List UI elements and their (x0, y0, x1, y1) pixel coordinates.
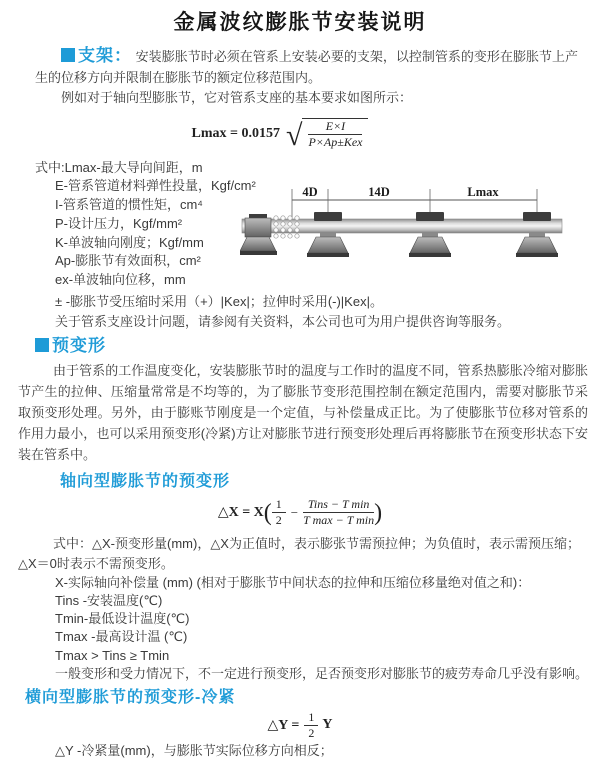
axial-item: Tmin-最低设计温度(℃) (55, 611, 190, 627)
lateral-numerator: 1 (304, 711, 318, 726)
support-section-heading: 支架： (78, 46, 133, 65)
definitions-block (35, 159, 600, 292)
temperature-fraction-denominator: T max − T min (303, 513, 375, 527)
lmax-fraction (308, 120, 362, 149)
axial-subheading: 轴向型膨胀节的预变形 (60, 472, 231, 490)
axial-item: Tins -安装温度(℃) (55, 592, 163, 608)
half-numerator: 1 (272, 498, 286, 513)
axial-item: X-实际轴向补偿量 (mm) (相对于膨胀节中间状态的拉伸和压缩位移量绝对值之和)： (55, 574, 531, 590)
definition-item: K-单波轴向刚度；Kgf/mm (55, 234, 204, 250)
axial-formula-lhs: △X = X (217, 505, 264, 520)
definition-item: I-管系管道的惯性矩，cm⁴ (55, 197, 203, 213)
temperature-fraction (303, 498, 374, 527)
dim-label-14d: 14D (368, 184, 390, 199)
lateral-formula-rhs: Y (322, 717, 333, 733)
lateral-formula (0, 710, 600, 740)
open-paren: ( (263, 499, 272, 526)
axial-item: Tmax -最高设计温 (℃) (55, 629, 188, 645)
dim-label-4d: 4D (302, 184, 318, 199)
lmax-fraction-numerator: E×I (308, 120, 362, 135)
lateral-note-text: △Y -冷紧量(mm)，与膨胀节实际位移方向相反； (55, 743, 333, 759)
lmax-formula (0, 115, 560, 153)
support-intro-text: 安装膨胀节时必须在管系上安装必要的支架，以控制管系的变形在膨胀节上产生的位移方向并限制在膨胀节的额定位移范围内。 (35, 49, 578, 85)
half-denominator: 2 (275, 513, 282, 527)
section-marker-icon (61, 48, 75, 62)
minus-operator: − (290, 504, 299, 520)
lateral-formula-lhs: △Y = (267, 717, 300, 733)
axial-note-paragraph: 式中：△X-预变形量(mm)，△X为正值时，表示膨张节需预拉伸；为负值时，表示需预压缩；△X＝0时表示不需预变形。 (18, 535, 580, 571)
pipe-support-diagram (240, 185, 596, 269)
predeform-section-heading-row (35, 336, 600, 356)
lateral-subheading: 横向型膨胀节的预变形-冷紧 (25, 689, 236, 707)
definition-item: 式中:Lmax-最大导向间距，m (35, 159, 203, 175)
predeform-section-heading: 预变形 (52, 335, 106, 355)
definition-item: P-设计压力，Kgf/mm² (55, 215, 183, 231)
support-section-paragraph (35, 46, 578, 88)
lmax-fraction-denominator: P×Ap±Kex (308, 135, 363, 149)
sign-note-text: ± -膨胀节受压缩时采用（+）|Kex|；拉伸时采用(-)|Kex|。 (55, 293, 383, 309)
definition-item: ex-单波轴向位移，mm (55, 272, 186, 288)
dim-label-lmax: Lmax (467, 184, 499, 199)
page-title: 金属波纹膨胀节安装说明 (173, 11, 427, 34)
axial-item: 一般变形和受力情况下，不一定进行预变形，足否预变形对膨胀节的疲劳寿命几乎没有影响。 (55, 665, 589, 681)
predeform-paragraph: 由于管系的工作温度变化，安装膨胀节时的温度与工作时的温度不同，管系热膨胀冷缩对膨胀节产生的拉伸、压缩量常常是不均等的，为了膨胀节变形范围控制在额定范围内，需要对膨胀节采取预变形处理。另外，由于膨账节刚度是一个定值，与补偿量成正比。为了使膨胀节位移对管系的作用力最小，也可以采用预变形(冷紧)方让对膨胀节进行预变形处理后再将膨胀节在预变形状态下安装在管系中。 (18, 362, 588, 462)
section-marker-icon (35, 338, 49, 352)
definition-item: E-管系管道材料弹性投量，Kgf/cm² (55, 178, 256, 194)
definition-item: Ap-膨胀节有效面积，cm² (55, 253, 201, 269)
sqrt-symbol-icon: √ (286, 118, 303, 152)
support-example-text: 例如对于轴向型膨胀节，它对管系支座的基本要求如图所示： (61, 90, 413, 105)
lateral-denominator: 2 (308, 725, 315, 740)
lateral-half-fraction (304, 711, 318, 740)
close-paren: ) (374, 499, 383, 526)
consult-note-text: 关于管系支座设计问题，请参阅有关资料，本公司也可为用户提供咨询等服务。 (55, 313, 511, 329)
temperature-fraction-numerator: Tins − T min (303, 498, 374, 513)
axial-item: Tmax > Tins ≥ Tmin (55, 647, 170, 663)
sqrt-radical (286, 118, 368, 152)
lmax-formula-prefix: Lmax = 0.0157 (191, 125, 280, 141)
axial-formula (0, 496, 600, 530)
half-fraction (272, 498, 286, 527)
